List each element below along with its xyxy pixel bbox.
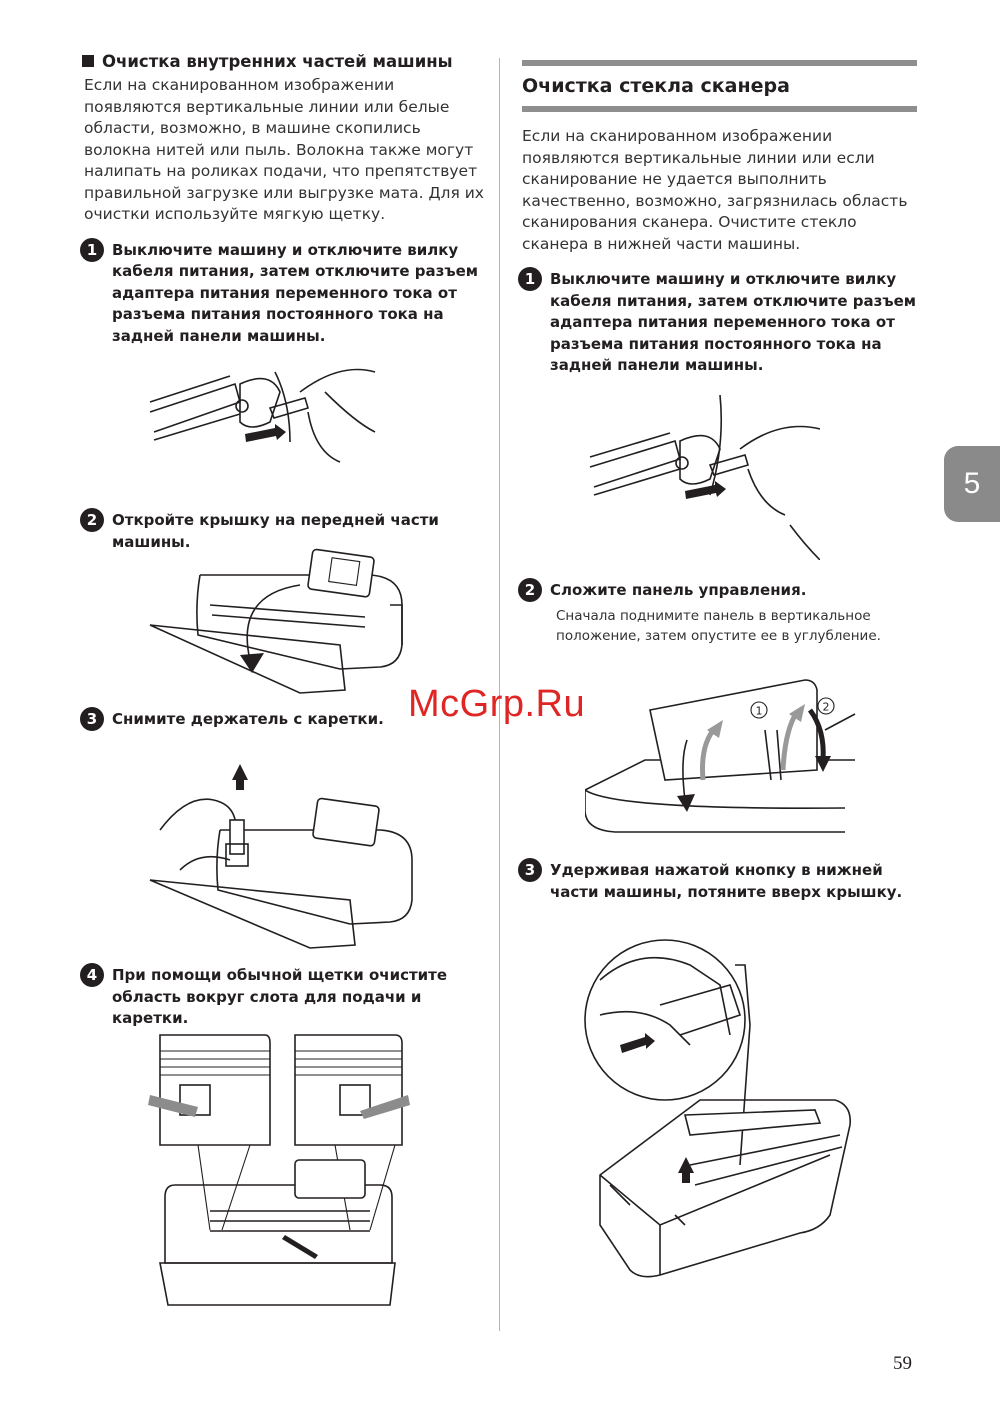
step-text: Откройте крышку на передней части машины. <box>112 511 439 551</box>
step-number: 2 <box>518 578 542 602</box>
fold-panel-illustration <box>585 670 865 835</box>
right-step-2 <box>522 580 917 602</box>
left-intro: Если на сканированном изображении появляются вертикальные линии или белые области, возможно, в машине скопились волокна нитей или пыль. Волокна также могут налипать на роликах подачи, что препятствует правильной загрузке или выгрузке мата. Для их очистки используйте мягкую щетку. <box>84 76 484 223</box>
square-bullet-icon <box>82 55 94 67</box>
step-number: 4 <box>80 963 104 987</box>
watermark: McGrp.Ru <box>408 683 586 725</box>
right-column <box>522 60 917 377</box>
brush-cleaning-illustration <box>140 1025 420 1315</box>
step-text: Выключите машину и отключите вилку кабеля питания, затем отключите разъем адаптера питания переменного тока от разъема питания постоянного тока на задней панели машины. <box>112 240 479 345</box>
page-number: 59 <box>893 1353 912 1374</box>
left-column <box>84 52 484 347</box>
step-number: 3 <box>80 707 104 731</box>
step-text: Снимите держатель с каретки. <box>112 710 384 728</box>
step-number: 1 <box>518 267 542 291</box>
step-text: Удерживая нажатой кнопку в нижней части машины, потяните вверх крышку. <box>550 861 903 901</box>
unplug-illustration-right <box>580 395 820 560</box>
section-title: Очистка стекла сканера <box>522 75 790 97</box>
step-number: 1 <box>80 238 104 262</box>
right-intro: Если на сканированном изображении появляются вертикальные линии или если сканирование не удается выполнить качественно, возможно, загрязнилась область сканирования сканера. Очистите стекло сканера в нижней части машины. <box>522 127 908 253</box>
step-text: При помощи обычной щетки очистите область вокруг слота для подачи и каретки. <box>112 966 448 1027</box>
right-step-3 <box>522 860 917 903</box>
section-heading: Очистка внутренних частей машины <box>82 52 484 71</box>
left-step-4-wrap <box>84 965 484 1030</box>
title-rule-bottom <box>522 106 917 112</box>
fig-label-2: 2 <box>822 700 830 714</box>
step-number: 3 <box>518 858 542 882</box>
lift-cover-illustration <box>580 925 860 1295</box>
fig-label-1: 1 <box>755 704 763 718</box>
open-cover-illustration <box>140 545 410 695</box>
left-step-4 <box>84 965 484 1030</box>
unplug-illustration-left <box>140 362 380 472</box>
left-step-1 <box>84 240 484 348</box>
chapter-tab: 5 <box>944 446 1000 522</box>
step-text: Выключите машину и отключите вилку кабеля питания, затем отключите разъем адаптера питания переменного тока от разъема питания постоянного тока на задней панели машины. <box>550 270 917 374</box>
step-text: Сложите панель управления. <box>550 581 807 599</box>
remove-holder-illustration <box>140 750 420 950</box>
step-number: 2 <box>80 508 104 532</box>
right-step-2-wrap <box>522 580 917 646</box>
right-step-1 <box>522 269 917 377</box>
right-step-3-wrap <box>522 860 917 903</box>
step-subtext: Сначала поднимите панель в вертикальное положение, затем опустите ее в углубление. <box>556 608 881 644</box>
